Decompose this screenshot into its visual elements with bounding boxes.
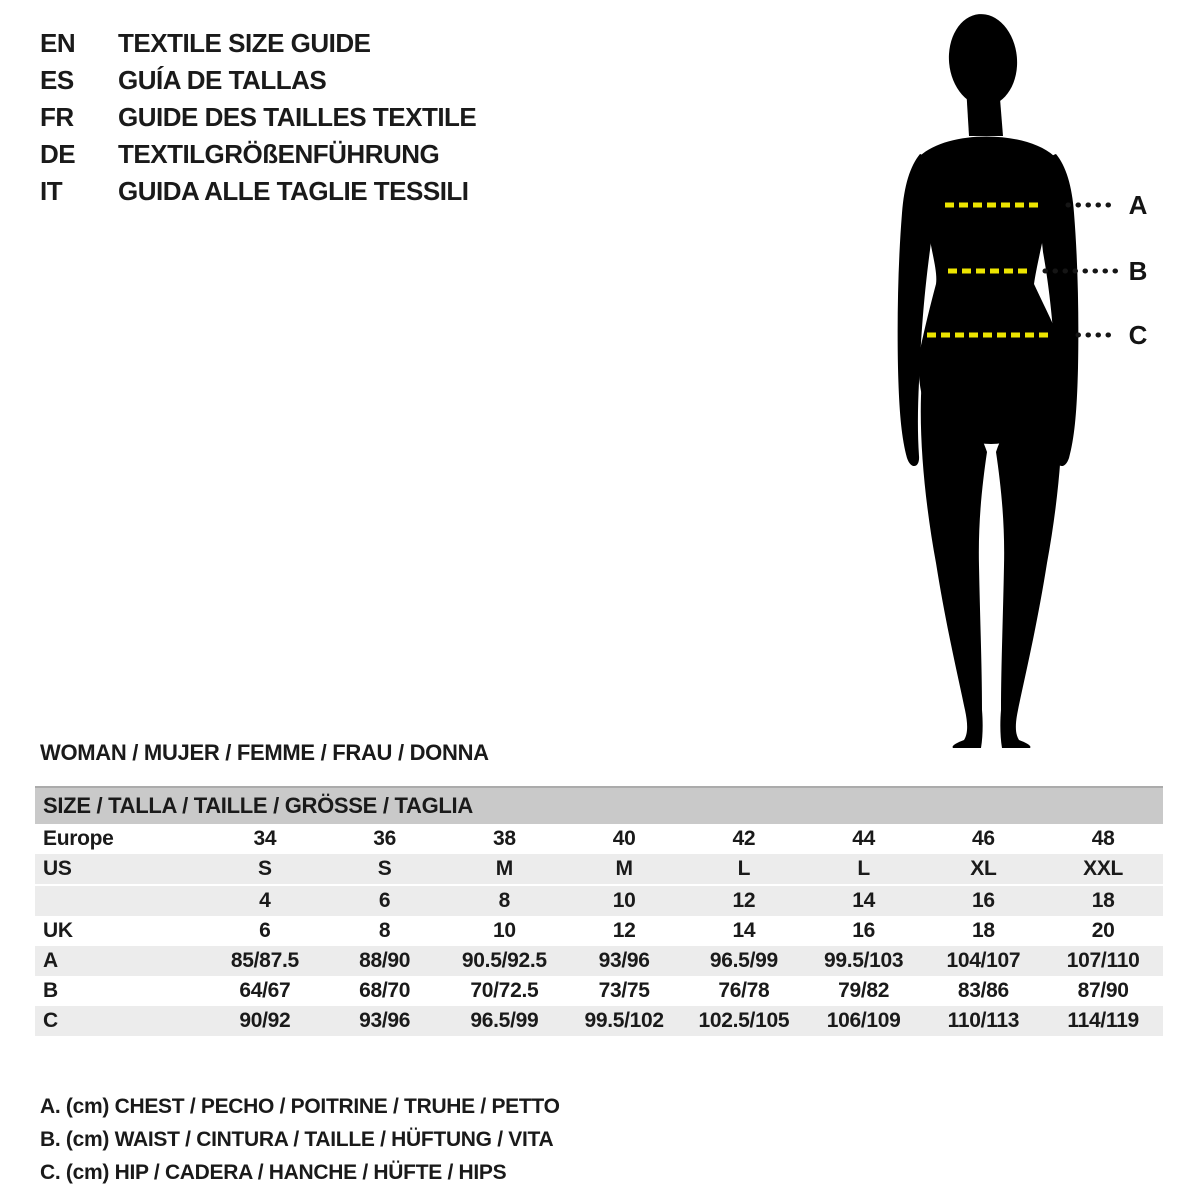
size-cell: 76/78: [718, 979, 770, 1002]
language-title: TEXTILGRÖßENFÜHRUNG: [118, 139, 440, 169]
size-cell: 8: [445, 885, 565, 916]
marker-label-c: C: [1128, 320, 1148, 350]
language-list: [40, 30, 476, 215]
table-row: [35, 854, 1163, 885]
size-cell: 34: [253, 827, 277, 850]
size-cell: 99.5/103: [823, 949, 904, 972]
size-cell: 44: [852, 827, 875, 850]
size-cell: L: [737, 857, 751, 880]
size-cell: 93/96: [359, 1009, 411, 1032]
language-row-es: [40, 67, 476, 94]
size-cell: 90/92: [239, 1009, 291, 1032]
row-label: Europe: [43, 827, 114, 850]
silhouette-neck: [966, 86, 1003, 136]
table-row: [35, 824, 1163, 854]
size-cell: 68/70: [359, 979, 411, 1002]
language-row-it: [40, 178, 476, 205]
size-cell: 38: [492, 827, 516, 850]
size-cell: 14: [804, 885, 924, 916]
size-cell: 46: [971, 827, 995, 850]
marker-label-a: A: [1128, 190, 1148, 220]
language-title: GUIDA ALLE TAGLIE TESSILI: [118, 176, 469, 206]
size-cell: S: [258, 857, 272, 880]
table-row: [35, 916, 1163, 946]
language-code: IT: [40, 176, 63, 206]
row-label: C: [43, 1009, 58, 1032]
silhouette-left-leg: [921, 378, 987, 748]
table-row: [35, 885, 1163, 916]
section-title: WOMAN / MUJER / FEMME / FRAU / DONNA: [40, 740, 489, 765]
size-table-header-row: [35, 787, 1163, 824]
size-cell: 114/119: [1067, 1009, 1139, 1032]
size-cell: 83/86: [957, 979, 1009, 1002]
size-cell: 18: [1043, 885, 1163, 916]
size-cell: 70/72.5: [470, 979, 539, 1002]
size-cell: 6: [325, 885, 445, 916]
legend-line: B. (cm) WAIST / CINTURA / TAILLE / HÜFTUNG / VITA: [40, 1128, 554, 1151]
size-cell: 96.5/99: [470, 1009, 539, 1032]
language-row-en: [40, 30, 476, 57]
size-cell: XL: [970, 857, 997, 880]
table-row: [35, 976, 1163, 1006]
language-row-de: [40, 141, 476, 168]
table-row: [35, 946, 1163, 976]
row-label: A: [43, 949, 58, 972]
size-cell: 64/67: [239, 979, 291, 1002]
size-cell: 20: [1091, 919, 1115, 942]
size-cell: XXL: [1083, 857, 1124, 880]
language-code: FR: [40, 102, 74, 132]
legend-line: A. (cm) CHEST / PECHO / POITRINE / TRUHE / PETTO: [40, 1095, 560, 1118]
row-label: [35, 885, 205, 916]
size-cell: 85/87.5: [230, 949, 299, 972]
size-cell: 16: [852, 919, 875, 942]
size-cell: 18: [971, 919, 995, 942]
size-cell: 14: [732, 919, 756, 942]
language-code: EN: [40, 28, 76, 58]
measurement-legend: [40, 1090, 560, 1189]
size-cell: 48: [1091, 827, 1115, 850]
row-label: B: [43, 979, 58, 1002]
language-code: ES: [40, 65, 74, 95]
woman-silhouette-figure: [880, 8, 1160, 748]
language-title: GUÍA DE TALLAS: [118, 65, 327, 95]
silhouette-right-leg: [996, 378, 1062, 748]
row-label: UK: [43, 919, 73, 942]
size-cell: L: [857, 857, 870, 880]
legend-line: C. (cm) HIP / CADERA / HANCHE / HÜFTE / HIPS: [40, 1161, 507, 1184]
size-cell: 36: [373, 827, 396, 850]
size-cell: 73/75: [598, 979, 650, 1002]
row-label: US: [43, 857, 72, 880]
size-cell: 107/110: [1066, 949, 1140, 972]
language-title: TEXTILE SIZE GUIDE: [118, 28, 371, 58]
size-cell: 10: [564, 885, 684, 916]
size-cell: 79/82: [838, 979, 890, 1002]
language-code: DE: [40, 139, 76, 169]
size-cell: 10: [492, 919, 516, 942]
language-row-fr: [40, 104, 476, 131]
size-cell: 93/96: [598, 949, 650, 972]
table-row: [35, 1006, 1163, 1036]
size-table-header: SIZE / TALLA / TAILLE / GRÖSSE / TAGLIA: [35, 787, 1163, 824]
size-cell: 87/90: [1077, 979, 1129, 1002]
size-cell: S: [377, 857, 392, 880]
language-title: GUIDE DES TAILLES TEXTILE: [118, 102, 477, 132]
size-cell: 6: [259, 919, 271, 942]
woman-silhouette: [898, 11, 1079, 748]
size-cell: 12: [684, 885, 804, 916]
size-cell: 4: [205, 885, 325, 916]
size-cell: 12: [612, 919, 636, 942]
size-cell: 106/109: [826, 1009, 901, 1032]
size-cell: 90.5/92.5: [461, 949, 547, 972]
size-cell: 102.5/105: [698, 1009, 790, 1032]
size-cell: 104/107: [946, 949, 1021, 972]
marker-label-b: B: [1128, 256, 1148, 286]
size-cell: 42: [732, 827, 756, 850]
size-cell: M: [495, 857, 513, 880]
size-cell: 16: [924, 885, 1044, 916]
size-cell: 8: [378, 919, 391, 942]
size-cell: 99.5/102: [584, 1009, 664, 1032]
size-table: [35, 786, 1163, 1036]
size-cell: 110/113: [947, 1009, 1020, 1032]
size-cell: 88/90: [359, 949, 411, 972]
size-cell: 96.5/99: [709, 949, 778, 972]
size-cell: 40: [612, 827, 636, 850]
size-cell: M: [615, 857, 633, 880]
